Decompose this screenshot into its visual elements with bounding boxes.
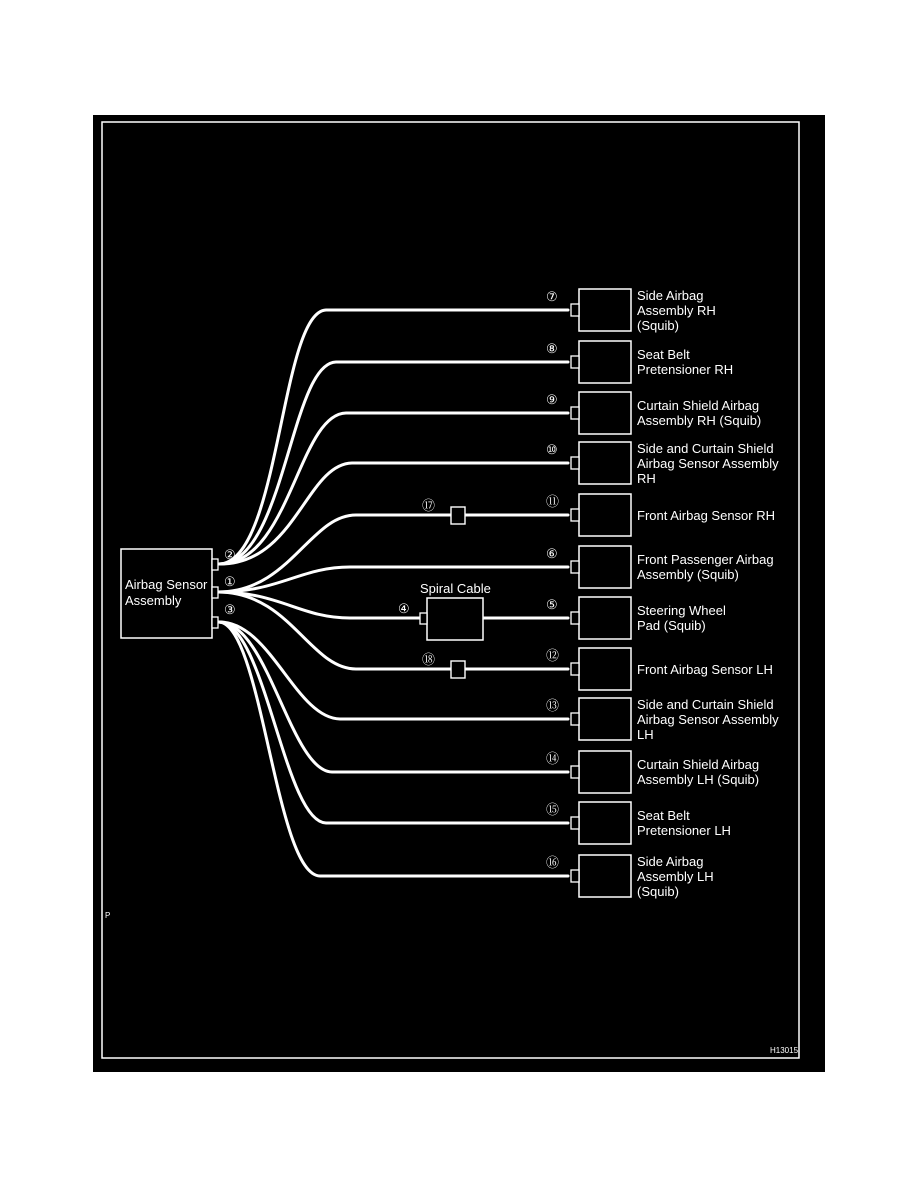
component-connector-label: ⑬ bbox=[546, 698, 560, 713]
component-label-line: (Squib) bbox=[637, 318, 679, 333]
component-box bbox=[579, 494, 631, 536]
component-label-line: (Squib) bbox=[637, 884, 679, 899]
component-connector-label: ⑧ bbox=[546, 341, 558, 356]
main-connector-3-pin bbox=[212, 617, 218, 628]
airbag-sensor-assembly bbox=[121, 549, 218, 638]
component-label-line: Assembly (Squib) bbox=[637, 567, 739, 582]
component-box bbox=[579, 802, 631, 844]
component-box bbox=[579, 698, 631, 740]
spiral-cable-label: Spiral Cable bbox=[420, 581, 491, 596]
component-connector-pin bbox=[571, 766, 579, 778]
component-connector-label: ⑨ bbox=[546, 392, 558, 407]
main-connector-labels bbox=[224, 547, 236, 617]
component-box bbox=[579, 855, 631, 897]
component-connector-pin bbox=[571, 713, 579, 725]
component-label-line: Side and Curtain Shield bbox=[637, 697, 774, 712]
component-label-line: Curtain Shield Airbag bbox=[637, 757, 760, 772]
figure-id: H13015 bbox=[770, 1046, 799, 1055]
component-label-line: Pretensioner LH bbox=[637, 823, 731, 838]
component-label-line: Airbag Sensor Assembly bbox=[637, 456, 779, 471]
component-connector-label: ⑥ bbox=[546, 546, 558, 561]
component-connector-pin bbox=[571, 817, 579, 829]
component-connector-label: ⑦ bbox=[546, 289, 558, 304]
component-label-line: Front Airbag Sensor LH bbox=[637, 662, 773, 677]
component-connector-pin bbox=[571, 356, 579, 368]
component-box bbox=[579, 392, 631, 434]
component-label-line: Assembly LH bbox=[637, 869, 714, 884]
component-connector-pin bbox=[571, 612, 579, 624]
component-connector-pin bbox=[571, 663, 579, 675]
component-label-line: Seat Belt bbox=[637, 347, 690, 362]
component-connector-label: ⑯ bbox=[546, 855, 560, 870]
component-label-line: Assembly RH (Squib) bbox=[637, 413, 762, 428]
component-box bbox=[579, 546, 631, 588]
component-box bbox=[579, 597, 631, 639]
component-label-line: Steering Wheel bbox=[637, 603, 726, 618]
component-box bbox=[579, 751, 631, 793]
main-unit-label-line-1: Airbag Sensor bbox=[125, 577, 208, 592]
component-box bbox=[579, 442, 631, 484]
component-connector-pin bbox=[571, 457, 579, 469]
component-3 bbox=[546, 392, 761, 434]
component-label-line: Front Passenger Airbag bbox=[637, 552, 774, 567]
component-label-line: Front Airbag Sensor RH bbox=[637, 508, 776, 523]
inline-connector-17-label: ⑰ bbox=[422, 498, 436, 513]
component-connector-label: ⑩ bbox=[546, 442, 558, 457]
main-connector-2-pin bbox=[212, 559, 218, 570]
main-connector-label-3: ③ bbox=[224, 602, 236, 617]
component-label-line: Seat Belt bbox=[637, 808, 690, 823]
main-connector-label-2: ② bbox=[224, 547, 236, 562]
component-connector-label: ⑭ bbox=[546, 751, 560, 766]
component-connector-label: ⑤ bbox=[546, 597, 558, 612]
main-connector-label-1: ① bbox=[224, 574, 236, 589]
component-label-line: Side Airbag bbox=[637, 288, 704, 303]
component-connector-label: ⑪ bbox=[546, 494, 560, 509]
component-label-line: Assembly LH (Squib) bbox=[637, 772, 760, 787]
spiral-cable-in-connector: ④ bbox=[398, 601, 410, 616]
main-connector-1-pin bbox=[212, 587, 218, 598]
component-connector-pin bbox=[571, 561, 579, 573]
component-connector-pin bbox=[571, 870, 579, 882]
main-unit-label-line-2: Assembly bbox=[125, 593, 182, 608]
component-box bbox=[579, 341, 631, 383]
component-label-line: LH bbox=[637, 727, 654, 742]
spiral-cable-pin bbox=[420, 613, 427, 624]
component-box bbox=[579, 648, 631, 690]
component-connector-pin bbox=[571, 407, 579, 419]
inline-connector-18-label: ⑱ bbox=[422, 652, 436, 667]
component-connector-label: ⑫ bbox=[546, 648, 560, 663]
corner-mark: P bbox=[105, 911, 111, 920]
component-label-line: Side Airbag bbox=[637, 854, 704, 869]
component-label-line: Airbag Sensor Assembly bbox=[637, 712, 779, 727]
component-connector-pin bbox=[571, 304, 579, 316]
component-label-line: Side and Curtain Shield bbox=[637, 441, 774, 456]
component-label-line: RH bbox=[637, 471, 656, 486]
component-label-line: Pad (Squib) bbox=[637, 618, 706, 633]
component-connector-label: ⑮ bbox=[546, 802, 560, 817]
component-box bbox=[579, 289, 631, 331]
component-connector-pin bbox=[571, 509, 579, 521]
component-label-line: Assembly RH bbox=[637, 303, 716, 318]
component-label-line: Pretensioner RH bbox=[637, 362, 734, 377]
component-label-line: Curtain Shield Airbag bbox=[637, 398, 760, 413]
